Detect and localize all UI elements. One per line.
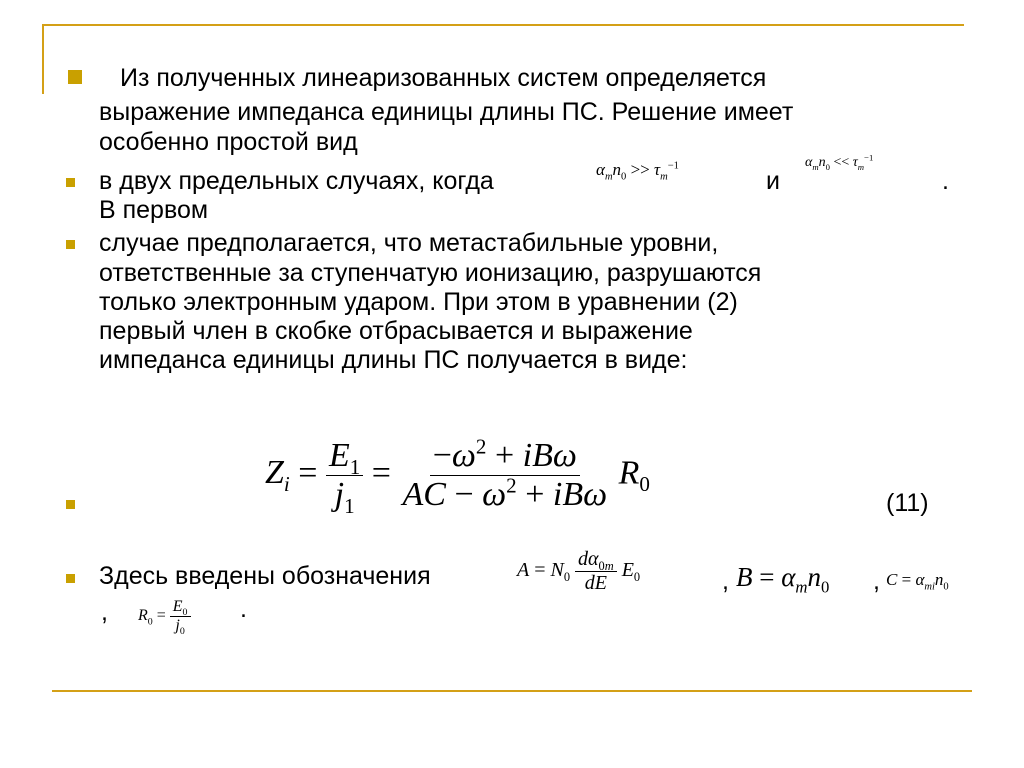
bullet-marker [66, 500, 75, 509]
bullet-marker [66, 178, 75, 187]
paragraph-line: импеданса единицы длины ПС получается в виде: [99, 346, 688, 374]
and-word: и [766, 167, 780, 195]
paragraph-line: случае предполагается, что метастабильные уровни, [99, 229, 719, 257]
impedance-equation: $Z_i$ = $\frac{E_1}{j_1}$ = $\frac{-\omega^2 + iB\omega}{AC - \omega^2 + iB\omega}$ $R_0$ [265, 434, 650, 518]
bullet-marker [66, 574, 75, 583]
paragraph-line: ответственные за ступенчатую ионизацию, разрушаются [99, 259, 762, 287]
condition-formula-1: $\alpha_mn_0 >> \tau_m^{-1}$ [596, 160, 679, 183]
comma: , [101, 598, 108, 626]
frame-top-line [42, 24, 964, 26]
definition-R0: $R_0$ = $\frac{E_0}{j_0}$ [138, 598, 191, 635]
paragraph-line: выражение импеданса единицы длины ПС. Решение имеет [99, 98, 794, 126]
bullet-marker [68, 70, 82, 84]
equation-number: (11) [886, 489, 929, 517]
frame-bottom-line [52, 690, 972, 692]
paragraph-line: Здесь введены обозначения [99, 562, 431, 590]
definition-B: $B = \alpha_mn_0$ [736, 562, 830, 597]
condition-formula-2: $\alpha_mn_0 << \tau_m^{-1}$ [805, 152, 874, 172]
comma: , [873, 567, 880, 595]
paragraph-line: первый член в скобке отбрасывается и выражение [99, 317, 693, 345]
paragraph-line: особенно простой вид [99, 128, 358, 156]
frame-left-line [42, 24, 44, 94]
paragraph-line: Из полученных линеаризованных систем определяется [120, 64, 767, 92]
paragraph-line: в двух предельных случаях, когда [99, 167, 494, 195]
paragraph-line: только электронным ударом. При этом в уравнении (2) [99, 288, 738, 316]
definition-A: $A = N_0$ $\frac{d\alpha_{0m}}{dE}$ $E_0$ [517, 548, 641, 594]
period: . [942, 167, 949, 195]
bullet-marker [66, 240, 75, 249]
paragraph-line: В первом [99, 196, 209, 224]
period: . [240, 595, 247, 623]
definition-C: $C = \alpha_{mi}n_0$ [886, 570, 949, 593]
comma: , [722, 567, 729, 595]
